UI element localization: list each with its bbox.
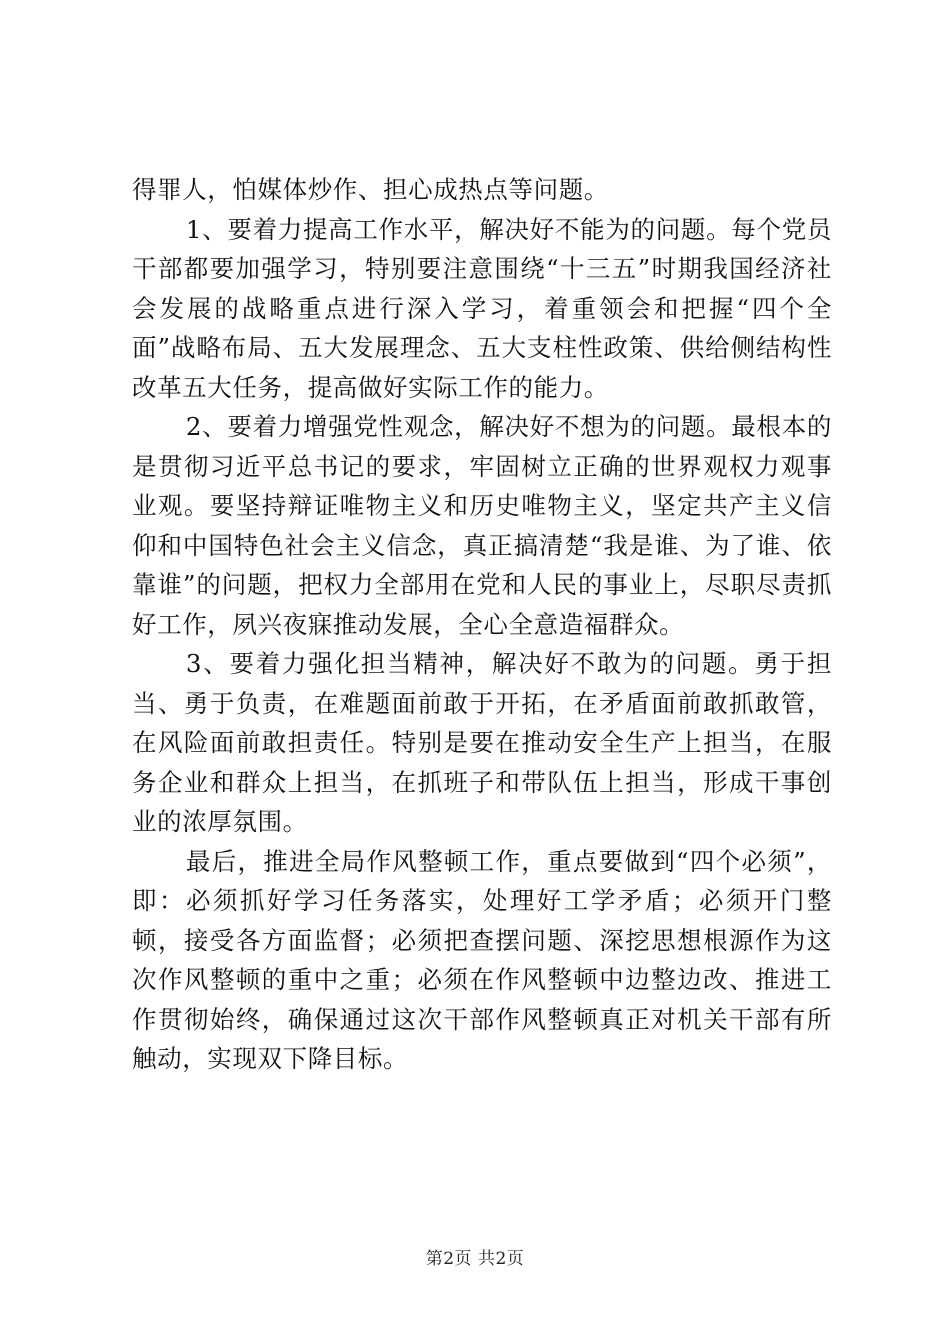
page-number-footer: 第2页 共2页 bbox=[425, 1249, 525, 1269]
paragraph-point-1: 1、要着力提高工作水平，解决好不能为的问题。每个党员干部都要加强学习，特别要注意围绕“十三五”时期我国经济社会发展的战略重点进行深入学习，着重领会和把握“四个全面”战略布局、五大发展理念、五大支柱性政策、供给侧结构性改革五大任务，提高做好实际工作的能力。 bbox=[132, 214, 832, 402]
paragraph-conclusion: 最后，推进全局作风整顿工作，重点要做到“四个必须”，即：必须抓好学习任务落实，处理好工学矛盾；必须开门整顿，接受各方面监督；必须把查摆问题、深挖思想根源作为这次作风整顿的重中之重；必须在作风整顿中边整边改、推进工作贯彻始终，确保通过这次干部作风整顿真正对机关干部有所触动，实现双下降目标。 bbox=[132, 846, 832, 1073]
paragraph-point-3: 3、要着力强化担当精神，解决好不敢为的问题。勇于担当、勇于负责，在难题面前敢于开拓，在矛盾面前敢抓敢管，在风险面前敢担责任。特别是要在推动安全生产上担当，在服务企业和群众上担当，在抓班子和带队伍上担当，形成干事创业的浓厚氛围。 bbox=[132, 649, 832, 836]
paragraph-continuation: 得罪人，怕媒体炒作、担心成热点等问题。 bbox=[132, 175, 609, 204]
document-body bbox=[132, 170, 832, 1079]
paragraph-point-2: 2、要着力增强党性观念，解决好不想为的问题。最根本的是贯彻习近平总书记的要求，牢固树立正确的世界观权力观事业观。要坚持辩证唯物主义和历史唯物主义，坚定共产主义信仰和中国特色社会主义信念，真正搞清楚“我是谁、为了谁、依靠谁”的问题，把权力全部用在党和人民的事业上，尽职尽责抓好工作，夙兴夜寐推动发展，全心全意造福群众。 bbox=[132, 412, 832, 639]
